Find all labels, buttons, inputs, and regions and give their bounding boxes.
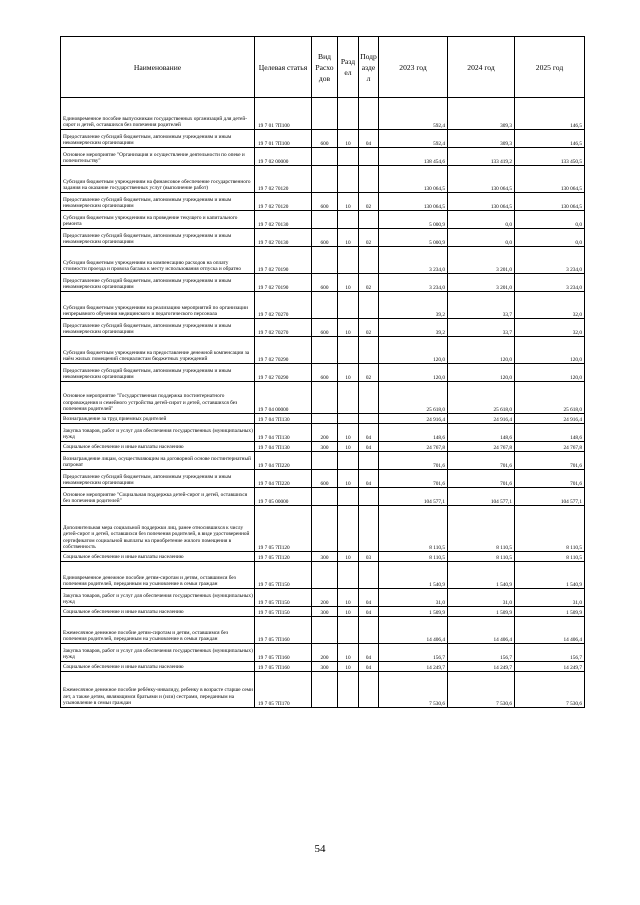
row-value-2023: 1 540,9 bbox=[379, 562, 448, 589]
row-value-2023: 701,6 bbox=[379, 470, 448, 488]
row-expense-type: 600 bbox=[312, 130, 338, 148]
row-value-2025: 0,0 bbox=[515, 229, 585, 247]
row-article: 19 7 05 7П160 bbox=[255, 617, 312, 644]
row-value-2023: 120,0 bbox=[379, 337, 448, 364]
row-subsection: 04 bbox=[359, 442, 379, 452]
table-row bbox=[61, 166, 585, 193]
row-expense-type bbox=[312, 247, 338, 274]
row-name: Социальное обеспечение и иные выплаты населению bbox=[61, 662, 255, 672]
row-article: 19 7 02 70120 bbox=[255, 166, 312, 193]
row-article: 19 7 04 7П220 bbox=[255, 470, 312, 488]
table-row bbox=[61, 607, 585, 617]
row-name: Единовременное денежное пособие детям-сиротам и детям, оставшимся без попечения родителей, переданным на усыновление в семьи граждан bbox=[61, 562, 255, 589]
row-article: 19 7 05 7П160 bbox=[255, 644, 312, 662]
row-expense-type: 600 bbox=[312, 193, 338, 211]
row-value-2024: 3 201,0 bbox=[448, 274, 515, 292]
row-subsection: 02 bbox=[359, 274, 379, 292]
row-subsection: 04 bbox=[359, 589, 379, 607]
row-article: 19 7 04 00000 bbox=[255, 382, 312, 414]
row-section bbox=[338, 98, 359, 130]
row-section: 10 bbox=[338, 589, 359, 607]
row-expense-type bbox=[312, 488, 338, 506]
row-value-2025: 133 450,5 bbox=[515, 148, 585, 166]
row-subsection bbox=[359, 382, 379, 414]
table-row bbox=[61, 337, 585, 364]
row-section: 10 bbox=[338, 193, 359, 211]
row-expense-type: 300 bbox=[312, 552, 338, 562]
budget-table-page bbox=[60, 36, 584, 708]
row-subsection bbox=[359, 562, 379, 589]
row-subsection bbox=[359, 247, 379, 274]
table-row bbox=[61, 414, 585, 424]
row-value-2023: 701,6 bbox=[379, 452, 448, 470]
row-article: 19 7 05 7П120 bbox=[255, 552, 312, 562]
row-value-2023: 148,6 bbox=[379, 424, 448, 442]
row-value-2023: 31,0 bbox=[379, 589, 448, 607]
row-value-2024: 14 249,7 bbox=[448, 662, 515, 672]
row-value-2023: 5 000,9 bbox=[379, 229, 448, 247]
row-value-2023: 25 618,0 bbox=[379, 382, 448, 414]
row-subsection: 04 bbox=[359, 662, 379, 672]
budget-table bbox=[60, 36, 585, 708]
row-value-2024: 120,0 bbox=[448, 337, 515, 364]
header-expense-type: Вид Расхо дов bbox=[312, 37, 338, 98]
row-expense-type bbox=[312, 211, 338, 229]
table-row bbox=[61, 672, 585, 708]
row-section: 10 bbox=[338, 424, 359, 442]
row-section: 10 bbox=[338, 552, 359, 562]
row-section bbox=[338, 166, 359, 193]
table-row bbox=[61, 488, 585, 506]
header-section: Разд ел bbox=[338, 37, 359, 98]
row-value-2023: 156,7 bbox=[379, 644, 448, 662]
row-name: Вознаграждение за труд приемных родителей bbox=[61, 414, 255, 424]
table-row bbox=[61, 130, 585, 148]
row-value-2024: 24 916,4 bbox=[448, 414, 515, 424]
row-value-2024: 120,0 bbox=[448, 364, 515, 382]
row-section: 10 bbox=[338, 364, 359, 382]
row-value-2023: 130 064,5 bbox=[379, 193, 448, 211]
table-row bbox=[61, 552, 585, 562]
row-value-2024: 309,3 bbox=[448, 130, 515, 148]
table-row bbox=[61, 589, 585, 607]
row-value-2023: 24 916,4 bbox=[379, 414, 448, 424]
row-article: 19 7 02 70270 bbox=[255, 292, 312, 319]
row-section: 10 bbox=[338, 319, 359, 337]
table-row bbox=[61, 274, 585, 292]
row-value-2023: 130 064,5 bbox=[379, 166, 448, 193]
row-section bbox=[338, 211, 359, 229]
row-value-2025: 104 577,1 bbox=[515, 488, 585, 506]
row-article: 19 7 05 7П160 bbox=[255, 662, 312, 672]
table-row bbox=[61, 506, 585, 552]
row-section bbox=[338, 506, 359, 552]
row-section bbox=[338, 414, 359, 424]
row-name: Предоставление субсидий бюджетным, автономным учреждениям и иным некоммерческим организациям bbox=[61, 130, 255, 148]
header-subsection: Подр азде л bbox=[359, 37, 379, 98]
row-value-2025: 130 064,5 bbox=[515, 193, 585, 211]
row-value-2024: 33,7 bbox=[448, 292, 515, 319]
row-value-2024: 0,0 bbox=[448, 229, 515, 247]
row-subsection bbox=[359, 292, 379, 319]
row-value-2025: 130 064,5 bbox=[515, 166, 585, 193]
row-name: Закупка товаров, работ и услуг для обеспечения государственных (муниципальных) нужд bbox=[61, 589, 255, 607]
row-value-2025: 0,0 bbox=[515, 211, 585, 229]
row-expense-type bbox=[312, 506, 338, 552]
row-name: Субсидии бюджетным учреждениям на предоставление денежной компенсации за наём жилых помещений специалистам бюджетных учреждений bbox=[61, 337, 255, 364]
row-section: 10 bbox=[338, 662, 359, 672]
row-name: Субсидии бюджетным учреждениям на проведение текущего и капитального ремонта bbox=[61, 211, 255, 229]
row-name: Основное мероприятие "Социальная поддержка детей-сирот и детей, оставшихся без попечения родителей" bbox=[61, 488, 255, 506]
row-name: Субсидии бюджетным учреждениям на реализацию мероприятий по организации непрерывного обучения медицинского и педагогического персонала bbox=[61, 292, 255, 319]
table-row bbox=[61, 442, 585, 452]
row-section: 10 bbox=[338, 644, 359, 662]
row-subsection bbox=[359, 211, 379, 229]
row-section: 10 bbox=[338, 607, 359, 617]
row-name: Социальное обеспечение и иные выплаты населению bbox=[61, 552, 255, 562]
header-target-article: Целевая статья bbox=[255, 37, 312, 98]
row-value-2023: 7 530,6 bbox=[379, 672, 448, 708]
table-row bbox=[61, 364, 585, 382]
row-value-2023: 8 110,5 bbox=[379, 552, 448, 562]
row-expense-type: 600 bbox=[312, 274, 338, 292]
row-expense-type: 200 bbox=[312, 424, 338, 442]
row-value-2024: 25 618,0 bbox=[448, 382, 515, 414]
row-name: Основное мероприятие "Государственная поддержка постинтернатного сопровождения и семейного устройства детей-сирот и детей, оставшихся без попечения родителей" bbox=[61, 382, 255, 414]
row-expense-type bbox=[312, 337, 338, 364]
row-subsection: 04 bbox=[359, 130, 379, 148]
row-subsection bbox=[359, 452, 379, 470]
row-value-2024: 3 201,0 bbox=[448, 247, 515, 274]
row-value-2024: 1 540,9 bbox=[448, 562, 515, 589]
row-subsection bbox=[359, 414, 379, 424]
row-value-2023: 14 406,4 bbox=[379, 617, 448, 644]
row-name: Субсидии бюджетным учреждениям на компенсацию расходов на оплату стоимости проезда и провоза багажа к месту использования отпуска и обратно bbox=[61, 247, 255, 274]
row-subsection: 02 bbox=[359, 193, 379, 211]
table-row bbox=[61, 662, 585, 672]
row-expense-type: 300 bbox=[312, 442, 338, 452]
row-name: Предоставление субсидий бюджетным, автономным учреждениям и иным некоммерческим организациям bbox=[61, 274, 255, 292]
row-value-2025: 156,7 bbox=[515, 644, 585, 662]
row-value-2023: 39,2 bbox=[379, 292, 448, 319]
table-row bbox=[61, 229, 585, 247]
row-subsection: 03 bbox=[359, 552, 379, 562]
row-value-2024: 309,3 bbox=[448, 98, 515, 130]
row-subsection bbox=[359, 506, 379, 552]
row-article: 19 7 05 00000 bbox=[255, 488, 312, 506]
row-value-2025: 146,5 bbox=[515, 130, 585, 148]
row-value-2023: 5 000,9 bbox=[379, 211, 448, 229]
row-section bbox=[338, 562, 359, 589]
row-value-2025: 120,0 bbox=[515, 337, 585, 364]
row-article: 19 7 02 00000 bbox=[255, 148, 312, 166]
table-row bbox=[61, 292, 585, 319]
row-expense-type: 300 bbox=[312, 607, 338, 617]
row-subsection: 04 bbox=[359, 607, 379, 617]
row-value-2023: 592,4 bbox=[379, 130, 448, 148]
row-expense-type bbox=[312, 672, 338, 708]
row-value-2024: 8 110,5 bbox=[448, 506, 515, 552]
row-value-2025: 146,5 bbox=[515, 98, 585, 130]
row-article: 19 7 02 70290 bbox=[255, 364, 312, 382]
row-value-2023: 39,2 bbox=[379, 319, 448, 337]
table-row bbox=[61, 382, 585, 414]
row-article: 19 7 04 7П130 bbox=[255, 442, 312, 452]
row-subsection bbox=[359, 337, 379, 364]
row-subsection bbox=[359, 488, 379, 506]
row-article: 19 7 01 7П100 bbox=[255, 130, 312, 148]
row-value-2023: 592,4 bbox=[379, 98, 448, 130]
row-value-2025: 120,0 bbox=[515, 364, 585, 382]
row-expense-type: 200 bbox=[312, 589, 338, 607]
row-subsection bbox=[359, 617, 379, 644]
row-value-2025: 31,0 bbox=[515, 589, 585, 607]
row-value-2024: 701,6 bbox=[448, 470, 515, 488]
row-value-2024: 7 530,6 bbox=[448, 672, 515, 708]
row-value-2025: 3 234,0 bbox=[515, 247, 585, 274]
row-value-2025: 701,6 bbox=[515, 452, 585, 470]
row-section bbox=[338, 148, 359, 166]
row-article: 19 7 05 7П150 bbox=[255, 589, 312, 607]
table-row bbox=[61, 617, 585, 644]
row-section bbox=[338, 672, 359, 708]
row-article: 19 7 05 7П150 bbox=[255, 562, 312, 589]
row-name: Закупка товаров, работ и услуг для обеспечения государственных (муниципальных) нужд bbox=[61, 644, 255, 662]
row-value-2024: 104 577,1 bbox=[448, 488, 515, 506]
row-expense-type bbox=[312, 414, 338, 424]
row-value-2024: 0,0 bbox=[448, 211, 515, 229]
row-section bbox=[338, 247, 359, 274]
row-subsection: 02 bbox=[359, 364, 379, 382]
row-expense-type bbox=[312, 148, 338, 166]
row-name: Закупка товаров, работ и услуг для обеспечения государственных (муниципальных) нужд bbox=[61, 424, 255, 442]
row-name: Предоставление субсидий бюджетным, автономным учреждениям и иным некоммерческим организациям bbox=[61, 364, 255, 382]
row-article: 19 7 05 7П170 bbox=[255, 672, 312, 708]
row-expense-type bbox=[312, 98, 338, 130]
table-row bbox=[61, 644, 585, 662]
row-value-2023: 3 234,0 bbox=[379, 274, 448, 292]
row-article: 19 7 04 7П130 bbox=[255, 414, 312, 424]
row-subsection: 02 bbox=[359, 229, 379, 247]
row-article: 19 7 02 70270 bbox=[255, 319, 312, 337]
row-name: Основное мероприятие "Организация и осуществление деятельности по опеке и попечительству" bbox=[61, 148, 255, 166]
row-name: Единовременное пособие выпускникам государственных организаций для детей-сирот и детей, оставшихся без попечения родителей bbox=[61, 98, 255, 130]
row-expense-type: 200 bbox=[312, 644, 338, 662]
row-value-2023: 3 234,0 bbox=[379, 247, 448, 274]
row-expense-type bbox=[312, 292, 338, 319]
row-name: Предоставление субсидий бюджетным, автономным учреждениям и иным некоммерческим организациям bbox=[61, 319, 255, 337]
row-value-2023: 14 249,7 bbox=[379, 662, 448, 672]
row-subsection bbox=[359, 148, 379, 166]
row-section bbox=[338, 617, 359, 644]
row-expense-type: 600 bbox=[312, 364, 338, 382]
row-value-2025: 7 530,6 bbox=[515, 672, 585, 708]
row-value-2023: 138 454,6 bbox=[379, 148, 448, 166]
row-subsection bbox=[359, 672, 379, 708]
row-subsection: 04 bbox=[359, 470, 379, 488]
table-row bbox=[61, 98, 585, 130]
row-section: 10 bbox=[338, 442, 359, 452]
table-row bbox=[61, 211, 585, 229]
row-value-2025: 8 110,5 bbox=[515, 552, 585, 562]
row-article: 19 7 04 7П220 bbox=[255, 452, 312, 470]
row-section: 10 bbox=[338, 274, 359, 292]
row-value-2024: 130 064,5 bbox=[448, 166, 515, 193]
row-section: 10 bbox=[338, 130, 359, 148]
row-value-2025: 3 234,0 bbox=[515, 274, 585, 292]
page-number: 54 bbox=[314, 843, 326, 855]
row-subsection: 02 bbox=[359, 319, 379, 337]
row-value-2025: 32,0 bbox=[515, 292, 585, 319]
row-value-2024: 130 064,5 bbox=[448, 193, 515, 211]
table-row bbox=[61, 452, 585, 470]
row-value-2023: 24 767,8 bbox=[379, 442, 448, 452]
row-article: 19 7 02 70290 bbox=[255, 337, 312, 364]
row-expense-type: 600 bbox=[312, 229, 338, 247]
row-value-2025: 148,6 bbox=[515, 424, 585, 442]
row-value-2024: 33,7 bbox=[448, 319, 515, 337]
row-article: 19 7 02 70130 bbox=[255, 211, 312, 229]
row-article: 19 7 02 70190 bbox=[255, 247, 312, 274]
row-value-2024: 156,7 bbox=[448, 644, 515, 662]
row-name: Социальное обеспечение и иные выплаты населению bbox=[61, 442, 255, 452]
row-section bbox=[338, 488, 359, 506]
row-expense-type bbox=[312, 382, 338, 414]
row-value-2025: 8 110,5 bbox=[515, 506, 585, 552]
row-value-2025: 14 406,4 bbox=[515, 617, 585, 644]
row-expense-type: 600 bbox=[312, 470, 338, 488]
row-value-2025: 1 509,9 bbox=[515, 607, 585, 617]
row-value-2025: 14 249,7 bbox=[515, 662, 585, 672]
row-subsection: 04 bbox=[359, 424, 379, 442]
row-article: 19 7 05 7П150 bbox=[255, 607, 312, 617]
header-year-2024: 2024 год bbox=[448, 37, 515, 98]
table-row bbox=[61, 193, 585, 211]
row-section bbox=[338, 452, 359, 470]
table-header-row bbox=[61, 37, 585, 98]
row-value-2025: 701,6 bbox=[515, 470, 585, 488]
row-article: 19 7 04 7П130 bbox=[255, 424, 312, 442]
row-value-2025: 25 618,0 bbox=[515, 382, 585, 414]
row-name: Ежемесячное денежное пособие детям-сиротам и детям, оставшимся без попечения родителей, переданным на усыновление в семьи граждан bbox=[61, 617, 255, 644]
row-name: Предоставление субсидий бюджетным, автономным учреждениям и иным некоммерческим организациям bbox=[61, 229, 255, 247]
row-value-2025: 24 916,4 bbox=[515, 414, 585, 424]
row-section bbox=[338, 382, 359, 414]
row-value-2025: 32,0 bbox=[515, 319, 585, 337]
row-value-2024: 31,0 bbox=[448, 589, 515, 607]
row-name: Предоставление субсидий бюджетным, автономным учреждениям и иным некоммерческим организациям bbox=[61, 470, 255, 488]
row-expense-type bbox=[312, 452, 338, 470]
table-row bbox=[61, 247, 585, 274]
header-name: Наименование bbox=[61, 37, 255, 98]
row-value-2023: 120,0 bbox=[379, 364, 448, 382]
row-name: Предоставление субсидий бюджетным, автономным учреждениям и иным некоммерческим организациям bbox=[61, 193, 255, 211]
header-year-2025: 2025 год bbox=[515, 37, 585, 98]
row-expense-type bbox=[312, 562, 338, 589]
row-value-2024: 133 419,2 bbox=[448, 148, 515, 166]
row-value-2024: 701,6 bbox=[448, 452, 515, 470]
row-expense-type: 600 bbox=[312, 319, 338, 337]
table-row bbox=[61, 148, 585, 166]
row-article: 19 7 02 70130 bbox=[255, 229, 312, 247]
row-name: Социальное обеспечение и иные выплаты населению bbox=[61, 607, 255, 617]
row-article: 19 7 05 7П120 bbox=[255, 506, 312, 552]
row-value-2024: 148,6 bbox=[448, 424, 515, 442]
table-row bbox=[61, 562, 585, 589]
row-value-2025: 24 767,8 bbox=[515, 442, 585, 452]
row-value-2023: 104 577,1 bbox=[379, 488, 448, 506]
row-section: 10 bbox=[338, 229, 359, 247]
row-expense-type bbox=[312, 166, 338, 193]
row-name: Дополнительная мера социальной поддержки лиц, ранее относившихся к числу детей-сирот и детей, оставшихся без попечения родителей, в виде удостоверенной сертификатом социальной выплаты на приобретение жилого помещения в собственность bbox=[61, 506, 255, 552]
row-value-2024: 14 406,4 bbox=[448, 617, 515, 644]
row-name: Вознаграждение лицам, осуществляющим на договорной основе постинтернатный патронат bbox=[61, 452, 255, 470]
row-value-2025: 1 540,9 bbox=[515, 562, 585, 589]
row-name: Ежемесячное денежное пособие ребёнку-инвалиду, ребенку в возрасте старше семи лет, а также детям, являющимся братьями и (или) сестрами, переданным на усыновление в семьи граждан bbox=[61, 672, 255, 708]
row-subsection: 04 bbox=[359, 644, 379, 662]
table-row bbox=[61, 424, 585, 442]
row-article: 19 7 01 7П100 bbox=[255, 98, 312, 130]
row-article: 19 7 02 70190 bbox=[255, 274, 312, 292]
table-row bbox=[61, 470, 585, 488]
row-expense-type bbox=[312, 617, 338, 644]
row-value-2024: 8 110,5 bbox=[448, 552, 515, 562]
row-section bbox=[338, 337, 359, 364]
row-value-2024: 1 509,9 bbox=[448, 607, 515, 617]
table-body bbox=[61, 98, 585, 708]
row-value-2023: 8 110,5 bbox=[379, 506, 448, 552]
table-row bbox=[61, 319, 585, 337]
row-section: 10 bbox=[338, 470, 359, 488]
row-article: 19 7 02 70120 bbox=[255, 193, 312, 211]
row-expense-type: 300 bbox=[312, 662, 338, 672]
row-section bbox=[338, 292, 359, 319]
row-subsection bbox=[359, 98, 379, 130]
header-year-2023: 2023 год bbox=[379, 37, 448, 98]
row-name: Субсидии бюджетным учреждениям на финансовое обеспечение государственного задания на оказание государственных услуг (выполнение работ) bbox=[61, 166, 255, 193]
row-value-2024: 24 767,8 bbox=[448, 442, 515, 452]
row-value-2023: 1 509,9 bbox=[379, 607, 448, 617]
row-subsection bbox=[359, 166, 379, 193]
